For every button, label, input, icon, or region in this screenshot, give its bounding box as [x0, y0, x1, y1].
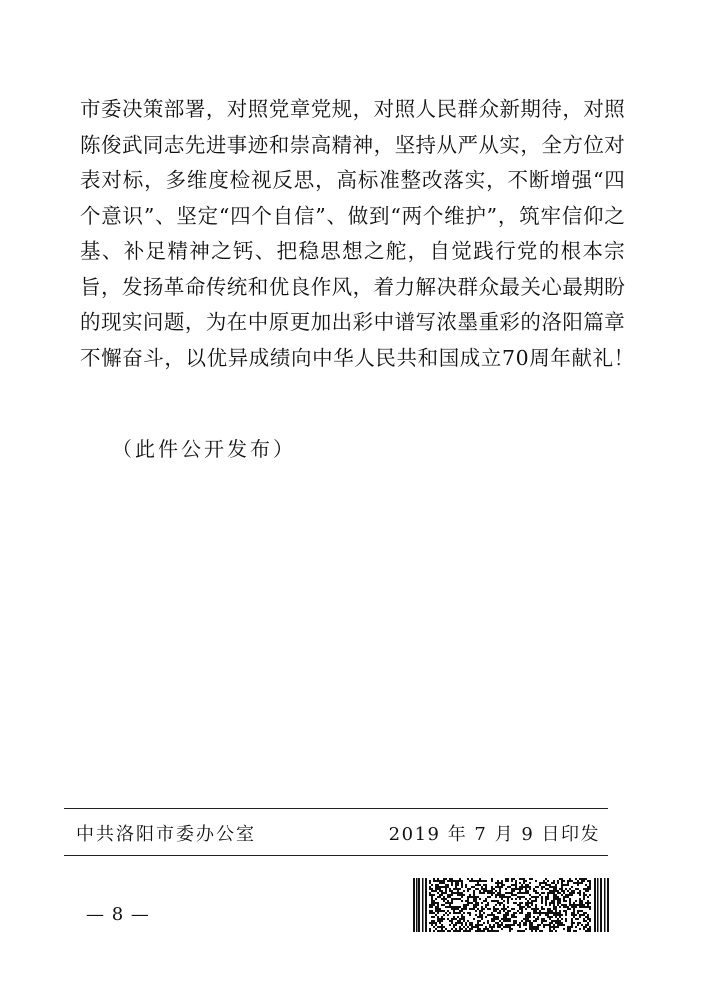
page-number: — 8 —	[86, 904, 150, 925]
body-line: 基、补足精神之钙、把稳思想之舵，自觉践行党的根本宗	[80, 239, 625, 263]
publication-note: （此件公开发布）	[112, 437, 296, 461]
issuing-office: 中共洛阳市委办公室	[76, 824, 256, 845]
colophon	[64, 808, 608, 856]
body-line: 陈俊武同志先进事迹和崇高精神，坚持从严从实，全方位对	[80, 132, 625, 157]
body-line: 个意识”、坚定“四个自信”、做到“两个维护”，筑牢信仰之	[80, 203, 625, 228]
body-paragraph	[80, 92, 635, 376]
body-line: 旨，发扬革命传统和优良作风，着力解决群众最关心最期盼	[80, 274, 625, 299]
body-line: 市委决策部署，对照党章党规，对照人民群众新期待，对照	[80, 97, 625, 121]
issue-date: 2019 年 7 月 9 日印发	[388, 824, 600, 845]
barcode-image	[413, 878, 609, 932]
body-line: 的现实问题，为在中原更加出彩中谱写浓墨重彩的洛阳篇章	[80, 310, 625, 334]
body-line: 表对标，多维度检视反思，高标准整改落实，不断增强“四	[80, 168, 625, 192]
body-line: 不懈奋斗，以优异成绩向中华人民共和国成立70周年献礼！	[80, 345, 635, 370]
